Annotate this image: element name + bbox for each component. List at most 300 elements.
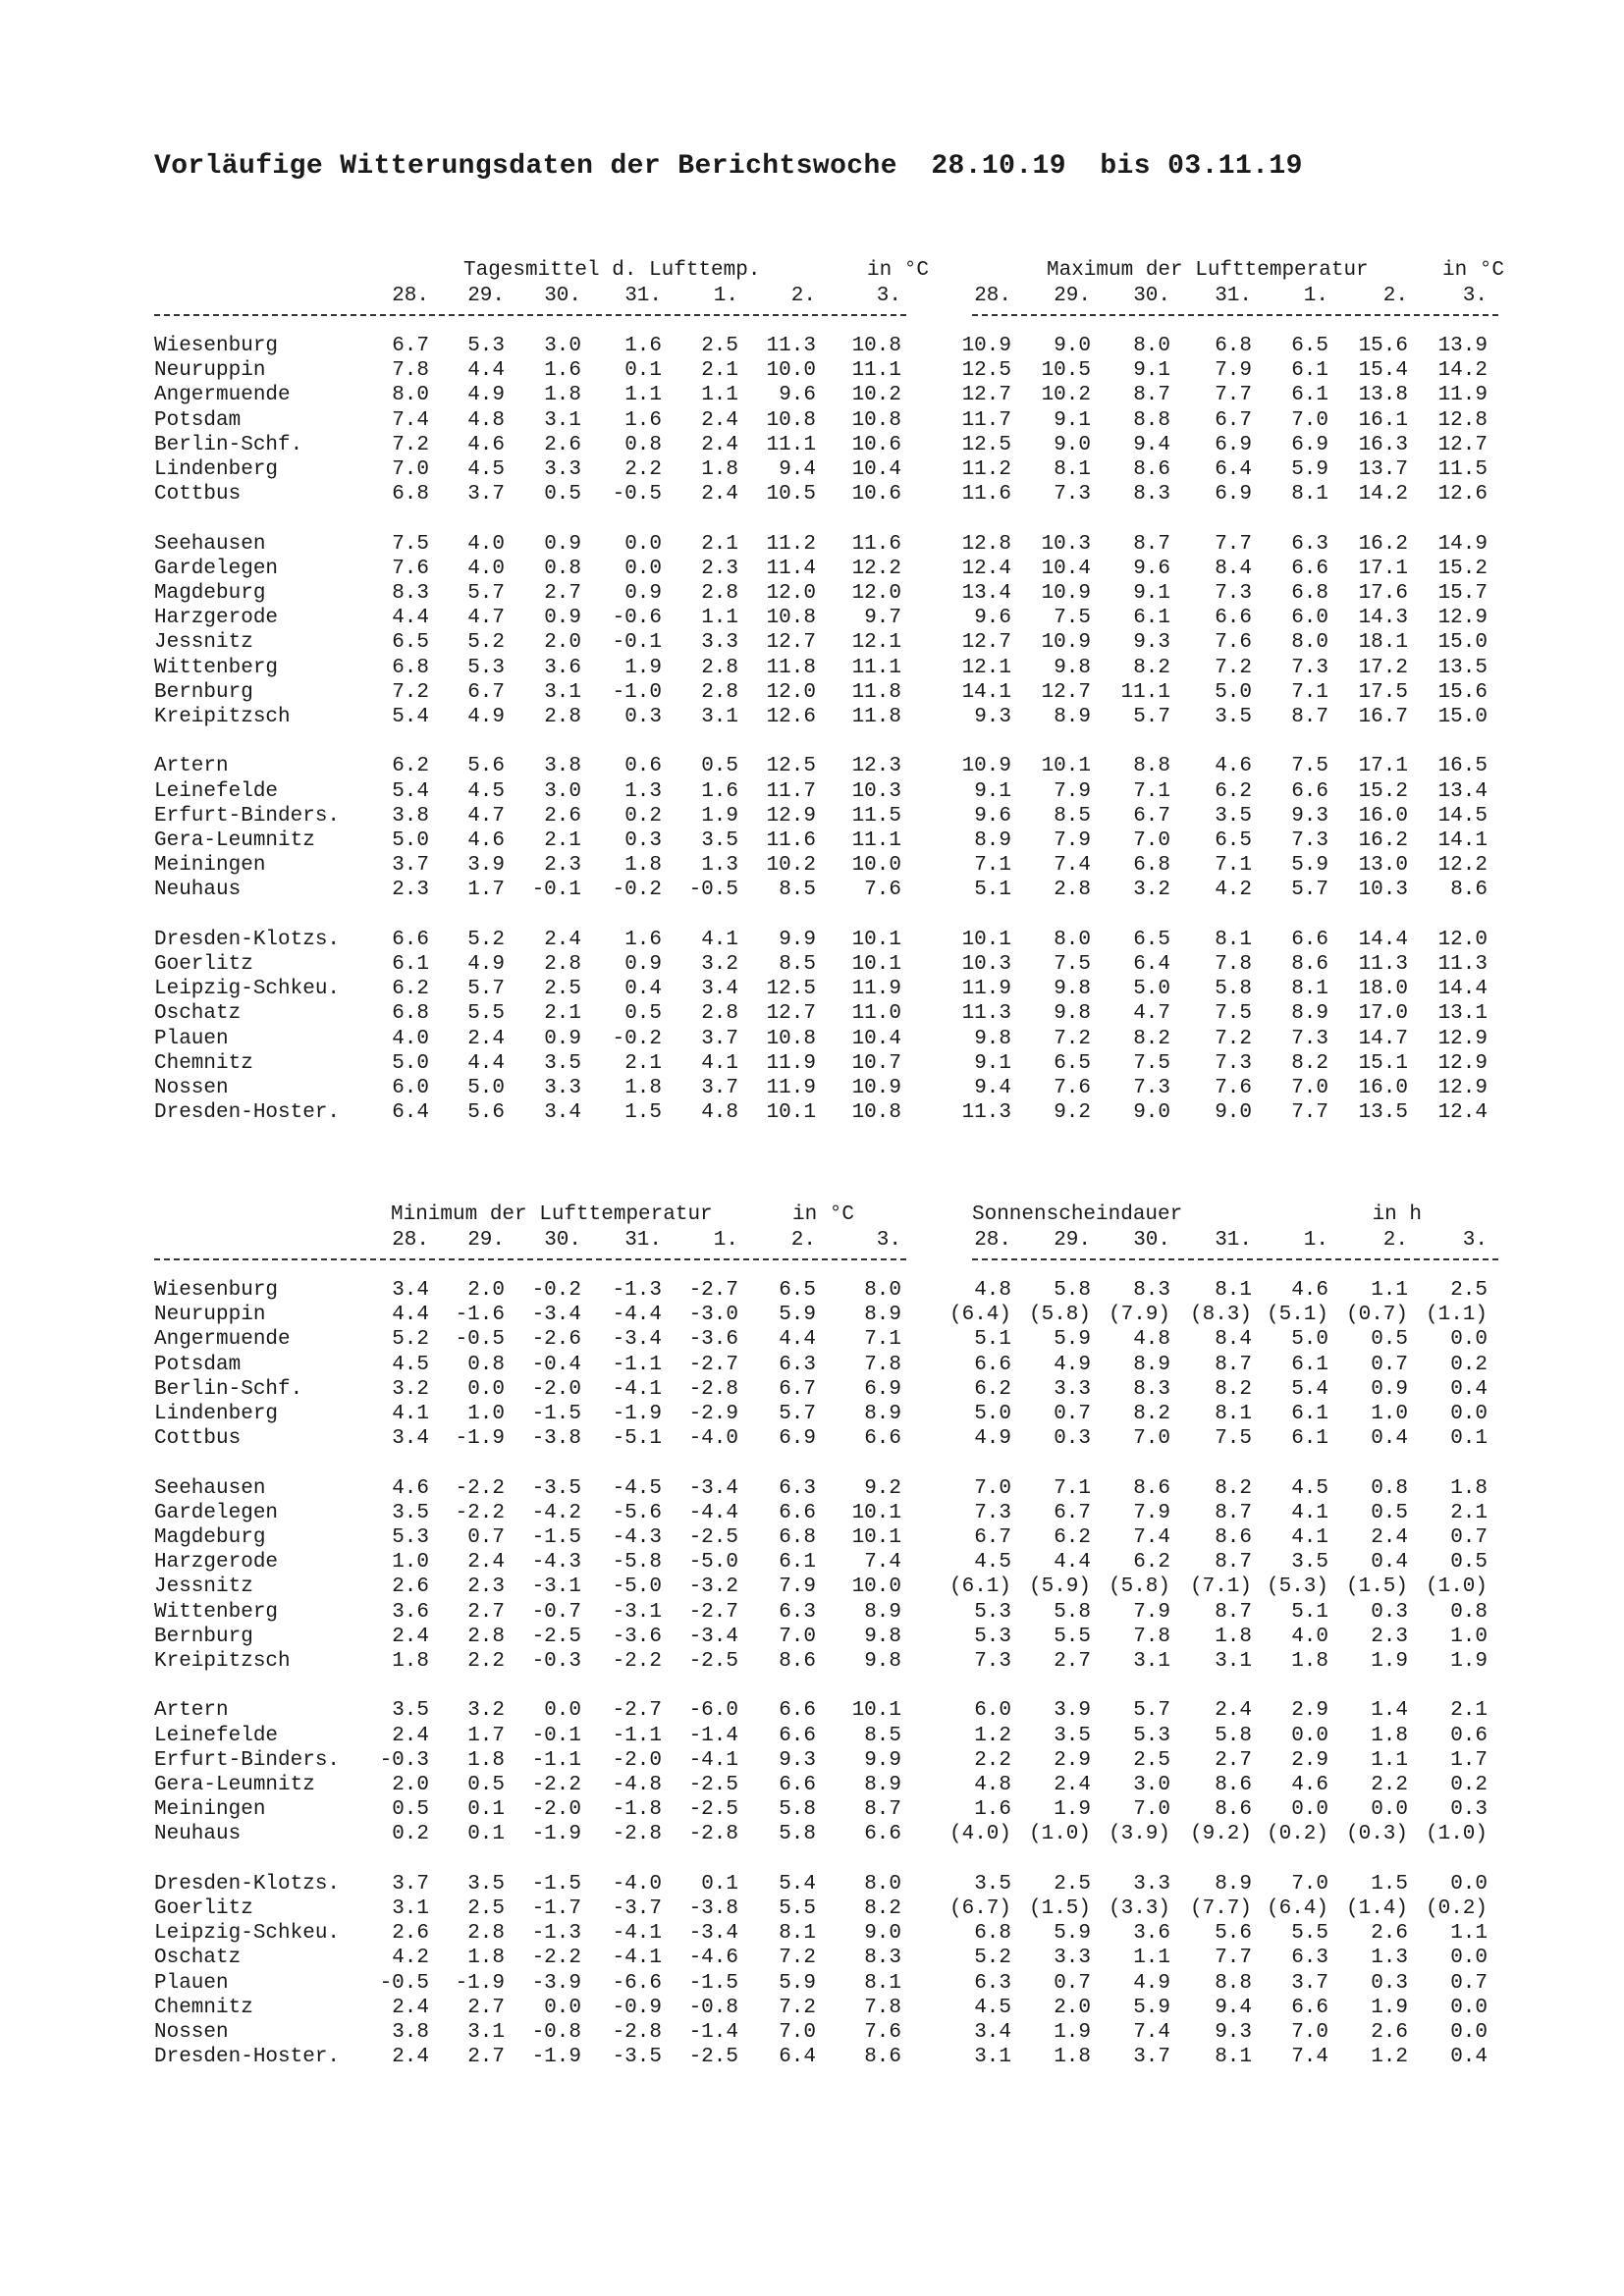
- maximum-value: 9.0: [1054, 433, 1091, 456]
- station-name-lower: Leinefelde: [154, 1724, 279, 1747]
- sonnenschein-value: 5.2: [974, 1947, 1011, 1970]
- minimum-value: -2.5: [531, 1625, 581, 1648]
- tagesmittel-value: 7.6: [864, 879, 901, 902]
- station-name: Wiesenburg: [154, 335, 279, 357]
- minimum-value: 6.6: [779, 1774, 816, 1796]
- tagesmittel-value: 4.6: [467, 433, 505, 456]
- station-name: Gera-Leumnitz: [154, 829, 315, 852]
- maximum-value: 9.6: [974, 804, 1011, 828]
- sonnenschein-value: (5.9): [1028, 1575, 1091, 1599]
- minimum-value: 3.5: [467, 1872, 505, 1896]
- sonnenschein-value: 8.3: [1133, 1279, 1170, 1302]
- maximum-value: 6.4: [1133, 953, 1170, 976]
- maximum-value: 6.0: [1291, 607, 1328, 630]
- sonnenschein-value: 9.3: [1215, 2021, 1252, 2044]
- tagesmittel-value: 8.5: [779, 879, 816, 902]
- maximum-value: 11.3: [1358, 953, 1408, 976]
- minimum-value: 2.5: [467, 1897, 505, 1920]
- maximum-value: 13.7: [1358, 458, 1408, 481]
- maximum-value: 14.2: [1358, 483, 1408, 507]
- sonnenschein-value: 3.1: [974, 2046, 1011, 2069]
- station-name: Leipzig-Schkeu.: [154, 978, 341, 1001]
- tagesmittel-value: 3.1: [544, 680, 581, 704]
- sonnenschein-value: 0.0: [1450, 1947, 1488, 1970]
- station-name: Magdeburg: [154, 582, 266, 605]
- tagesmittel-value: 2.3: [544, 854, 581, 878]
- maximum-value: 5.7: [1133, 706, 1170, 728]
- tagesmittel-value: 11.7: [766, 779, 816, 803]
- minimum-value: -4.2: [531, 1501, 581, 1524]
- sonnenschein-value: 4.5: [1291, 1476, 1328, 1500]
- sonnenschein-value: 1.0: [1371, 1403, 1408, 1425]
- station-name: Jessnitz: [154, 631, 253, 655]
- sonnenschein-value: (9.2): [1189, 1823, 1252, 1846]
- maximum-value: 12.5: [961, 359, 1011, 383]
- minimum-value: 9.9: [864, 1748, 901, 1772]
- tagesmittel-value: 2.8: [544, 706, 581, 728]
- tagesmittel-value: 12.7: [766, 631, 816, 655]
- maximum-value: 15.2: [1358, 779, 1408, 803]
- sonnenschein-value: 5.1: [974, 1328, 1011, 1352]
- maximum-value: 12.7: [1041, 680, 1091, 704]
- station-name-lower: Gardelegen: [154, 1501, 279, 1524]
- tagesmittel-value: 6.2: [392, 755, 429, 778]
- minimum-value: 7.2: [779, 1947, 816, 1970]
- maximum-value: 16.2: [1358, 829, 1408, 852]
- maximum-value: 5.9: [1291, 854, 1328, 878]
- maximum-value: 16.0: [1358, 1077, 1408, 1099]
- tagesmittel-value: 11.8: [766, 656, 816, 679]
- sonnenschein-value: 7.0: [1133, 1798, 1170, 1822]
- sonnenschein-value: 0.5: [1371, 1328, 1408, 1352]
- sonnenschein-value: 3.6: [1133, 1922, 1170, 1946]
- maximum-value: 16.5: [1437, 755, 1488, 778]
- minimum-value: 2.7: [467, 1600, 505, 1624]
- maximum-value: 17.0: [1358, 1002, 1408, 1026]
- minimum-value: 0.0: [467, 1377, 505, 1401]
- maximum-value: 8.9: [1054, 706, 1091, 728]
- tagesmittel-value: 2.1: [544, 1002, 581, 1026]
- tagesmittel-value: 4.8: [467, 408, 505, 432]
- minimum-value: 5.3: [392, 1526, 429, 1549]
- maximum-value: 17.2: [1358, 656, 1408, 679]
- tagesmittel-day-header: 1.: [713, 285, 738, 307]
- tagesmittel-value: 10.9: [851, 1077, 901, 1099]
- tagesmittel-value: 2.8: [544, 953, 581, 976]
- sonnenschein-value: 0.3: [1450, 1798, 1488, 1822]
- tagesmittel-value: 10.5: [766, 483, 816, 507]
- tagesmittel-value: 11.6: [851, 532, 901, 556]
- minimum-value: 5.5: [779, 1897, 816, 1920]
- sonnenschein-value: 0.4: [1450, 2046, 1488, 2069]
- maximum-value: 11.3: [961, 1002, 1011, 1026]
- tagesmittel-value: 4.1: [701, 1051, 738, 1075]
- maximum-value: 8.1: [1215, 928, 1252, 951]
- sonnenschein-value: 0.8: [1450, 1600, 1488, 1624]
- minimum-value: -2.8: [688, 1823, 738, 1846]
- maximum-value: 3.5: [1215, 706, 1252, 728]
- maximum-value: 7.7: [1291, 1101, 1328, 1125]
- maximum-value: 10.3: [961, 953, 1011, 976]
- sonnenschein-value: 0.5: [1450, 1551, 1488, 1575]
- minimum-value: -1.5: [531, 1526, 581, 1549]
- minimum-value: -2.5: [688, 1650, 738, 1673]
- minimum-value: -1.5: [688, 1971, 738, 1995]
- minimum-value: -6.0: [688, 1699, 738, 1723]
- maximum-value: 16.7: [1358, 706, 1408, 728]
- minimum-value: 0.1: [701, 1872, 738, 1896]
- maximum-value: 7.3: [1215, 1051, 1252, 1075]
- minimum-value: -4.4: [612, 1304, 662, 1327]
- minimum-value: -1.9: [531, 2046, 581, 2069]
- sonnenschein-value: 7.4: [1133, 2021, 1170, 2044]
- minimum-value: 6.6: [864, 1823, 901, 1846]
- sonnenschein-value: 5.3: [974, 1600, 1011, 1624]
- maximum-value: 8.0: [1054, 928, 1091, 951]
- minimum-value: -4.0: [612, 1872, 662, 1896]
- tagesmittel-value: 1.8: [544, 384, 581, 407]
- maximum-value: 7.5: [1291, 755, 1328, 778]
- maximum-value: 6.9: [1215, 483, 1252, 507]
- tagesmittel-value: 2.4: [467, 1027, 505, 1050]
- sonnenschein-value: 0.0: [1450, 1996, 1488, 2019]
- maximum-value: 7.3: [1133, 1077, 1170, 1099]
- tagesmittel-value: 5.5: [467, 1002, 505, 1026]
- maximum-value: 7.6: [1215, 631, 1252, 655]
- tagesmittel-value: 0.0: [624, 532, 662, 556]
- tagesmittel-value: 2.8: [701, 582, 738, 605]
- minimum-value: -3.1: [612, 1600, 662, 1624]
- sonnenschein-value: 1.7: [1450, 1748, 1488, 1772]
- sonnenschein-value: 0.7: [1054, 1403, 1091, 1425]
- maximum-value: 9.3: [1133, 631, 1170, 655]
- sonnenschein-value: 0.3: [1371, 1971, 1408, 1995]
- sonnenschein-value: 8.7: [1215, 1353, 1252, 1376]
- tagesmittel-value: 9.4: [779, 458, 816, 481]
- station-name: Neuruppin: [154, 359, 266, 383]
- sonnenschein-day-header: 3.: [1462, 1229, 1488, 1252]
- minimum-value: 8.9: [864, 1774, 901, 1796]
- minimum-value: -3.9: [531, 1971, 581, 1995]
- maximum-value: 12.9: [1437, 1077, 1488, 1099]
- sonnenschein-value: (5.1): [1266, 1304, 1328, 1327]
- tagesmittel-value: 3.8: [544, 755, 581, 778]
- sonnenschein-value: 0.0: [1450, 1328, 1488, 1352]
- station-name-lower: Dresden-Klotzs.: [154, 1872, 341, 1896]
- sonnenschein-value: 7.3: [974, 1650, 1011, 1673]
- maximum-value: 12.4: [1437, 1101, 1488, 1125]
- tagesmittel-value: 0.9: [544, 1027, 581, 1050]
- station-name-lower: Harzgerode: [154, 1551, 279, 1575]
- minimum-value: -4.1: [688, 1748, 738, 1772]
- sonnenschein-value: 0.7: [1450, 1971, 1488, 1995]
- tagesmittel-value: 5.0: [392, 829, 429, 852]
- minimum-value: 6.5: [779, 1279, 816, 1302]
- sonnenschein-value: (6.1): [948, 1575, 1011, 1599]
- maximum-day-header: 1.: [1303, 285, 1328, 307]
- sonnenschein-value: 5.1: [1291, 1600, 1328, 1624]
- maximum-value: 8.0: [1291, 631, 1328, 655]
- minimum-value: -1.1: [612, 1353, 662, 1376]
- sonnenschein-value: 6.6: [1291, 1996, 1328, 2019]
- tagesmittel-value: 7.8: [392, 359, 429, 383]
- minimum-value: 2.4: [392, 2046, 429, 2069]
- sonnenschein-value: 7.0: [1291, 1872, 1328, 1896]
- sonnenschein-value: 2.7: [1054, 1650, 1091, 1673]
- maximum-value: 12.6: [1437, 483, 1488, 507]
- maximum-value: 14.2: [1437, 359, 1488, 383]
- sonnenschein-value: 2.1: [1450, 1699, 1488, 1723]
- tagesmittel-value: 0.0: [624, 557, 662, 580]
- tagesmittel-value: 10.3: [851, 779, 901, 803]
- tagesmittel-value: 11.9: [766, 1077, 816, 1099]
- sonnenschein-value: 2.5: [1054, 1872, 1091, 1896]
- tagesmittel-value: 3.3: [701, 631, 738, 655]
- minimum-value: -2.5: [688, 1798, 738, 1822]
- maximum-value: 9.8: [1054, 656, 1091, 679]
- sonnenschein-value: 6.6: [974, 1353, 1011, 1376]
- tagesmittel-value: 5.6: [467, 1101, 505, 1125]
- minimum-value: 1.8: [467, 1947, 505, 1970]
- maximum-value: 6.5: [1133, 928, 1170, 951]
- maximum-value: 8.6: [1450, 879, 1488, 902]
- tagesmittel-value: 4.0: [467, 557, 505, 580]
- tagesmittel-value: 5.6: [467, 755, 505, 778]
- maximum-value: 8.6: [1291, 953, 1328, 976]
- tagesmittel-value: 4.4: [467, 1051, 505, 1075]
- minimum-value: -3.4: [531, 1304, 581, 1327]
- sonnenschein-day-header: 1.: [1303, 1229, 1328, 1252]
- maximum-value: 6.8: [1291, 582, 1328, 605]
- maximum-value: 5.7: [1291, 879, 1328, 902]
- maximum-value: 6.8: [1215, 335, 1252, 357]
- minimum-value: 0.0: [544, 1996, 581, 2019]
- maximum-value: 15.4: [1358, 359, 1408, 383]
- tagesmittel-value: 1.6: [624, 335, 662, 357]
- maximum-value: 8.9: [1291, 1002, 1328, 1026]
- maximum-value: 15.0: [1437, 706, 1488, 728]
- maximum-value: 5.0: [1215, 680, 1252, 704]
- maximum-value: 11.6: [961, 483, 1011, 507]
- minimum-value: -1.5: [531, 1872, 581, 1896]
- maximum-value: 10.3: [1041, 532, 1091, 556]
- tagesmittel-day-header: 30.: [544, 285, 581, 307]
- tagesmittel-value: 6.8: [392, 656, 429, 679]
- maximum-value: 4.2: [1215, 879, 1252, 902]
- station-name-lower: Chemnitz: [154, 1996, 253, 2019]
- maximum-divider: [972, 314, 1498, 316]
- maximum-value: 12.8: [961, 532, 1011, 556]
- minimum-value: 0.2: [392, 1823, 429, 1846]
- station-name-lower: Bernburg: [154, 1625, 253, 1648]
- station-name-lower: Nossen: [154, 2021, 229, 2044]
- tagesmittel-value: 4.8: [701, 1101, 738, 1125]
- tagesmittel-value: 3.4: [701, 978, 738, 1001]
- tagesmittel-value: 10.8: [851, 408, 901, 432]
- minimum-value: -1.6: [455, 1304, 505, 1327]
- minimum-value: -5.6: [612, 1501, 662, 1524]
- sonnenschein-value: 5.9: [1133, 1996, 1170, 2019]
- tagesmittel-title: Tagesmittel d. Lufttemp.: [463, 259, 761, 282]
- tagesmittel-value: 3.3: [544, 458, 581, 481]
- maximum-value: 8.2: [1133, 1027, 1170, 1050]
- sonnenschein-value: 5.7: [1133, 1699, 1170, 1723]
- maximum-value: 7.3: [1291, 829, 1328, 852]
- maximum-value: 10.9: [961, 335, 1011, 357]
- sonnenschein-value: 5.3: [1133, 1724, 1170, 1747]
- minimum-value: -4.6: [688, 1947, 738, 1970]
- maximum-value: 7.4: [1054, 854, 1091, 878]
- minimum-value: 3.1: [467, 2021, 505, 2044]
- minimum-value: -2.0: [531, 1377, 581, 1401]
- maximum-value: 7.9: [1215, 359, 1252, 383]
- maximum-day-header: 30.: [1133, 285, 1170, 307]
- maximum-value: 10.1: [1041, 755, 1091, 778]
- maximum-value: 13.8: [1358, 384, 1408, 407]
- tagesmittel-value: 5.0: [392, 1051, 429, 1075]
- sonnenschein-value: 4.9: [1054, 1353, 1091, 1376]
- minimum-value: 3.1: [392, 1897, 429, 1920]
- tagesmittel-unit: in °C: [866, 259, 929, 282]
- tagesmittel-value: 6.6: [392, 928, 429, 951]
- sonnenschein-value: 2.9: [1291, 1748, 1328, 1772]
- tagesmittel-value: 10.0: [766, 359, 816, 383]
- maximum-value: 9.1: [974, 1051, 1011, 1075]
- station-name-lower: Plauen: [154, 1971, 229, 1995]
- station-name: Chemnitz: [154, 1051, 253, 1075]
- minimum-value: -5.0: [612, 1575, 662, 1599]
- maximum-value: 7.9: [1054, 829, 1091, 852]
- tagesmittel-value: 2.1: [544, 829, 581, 852]
- maximum-value: 3.5: [1215, 804, 1252, 828]
- minimum-value: -2.8: [612, 1823, 662, 1846]
- tagesmittel-value: 10.6: [851, 433, 901, 456]
- tagesmittel-value: 11.6: [766, 829, 816, 852]
- maximum-value: 7.3: [1215, 582, 1252, 605]
- sonnenschein-value: 8.7: [1215, 1600, 1252, 1624]
- tagesmittel-value: 1.1: [701, 607, 738, 630]
- minimum-value: -3.6: [688, 1328, 738, 1352]
- tagesmittel-value: 2.3: [392, 879, 429, 902]
- tagesmittel-value: 10.0: [851, 854, 901, 878]
- minimum-value: -2.5: [688, 2046, 738, 2069]
- maximum-value: 12.8: [1437, 408, 1488, 432]
- tagesmittel-value: 10.1: [851, 953, 901, 976]
- sonnenschein-value: 6.1: [1291, 1353, 1328, 1376]
- sonnenschein-value: (1.0): [1028, 1823, 1091, 1846]
- tagesmittel-value: 10.7: [851, 1051, 901, 1075]
- tagesmittel-value: 1.9: [701, 804, 738, 828]
- tagesmittel-value: 1.8: [624, 854, 662, 878]
- maximum-value: 12.9: [1437, 1051, 1488, 1075]
- tagesmittel-value: 3.7: [392, 854, 429, 878]
- minimum-value: 7.4: [864, 1551, 901, 1575]
- minimum-value: 8.6: [864, 2046, 901, 2069]
- maximum-value: 18.1: [1358, 631, 1408, 655]
- station-name: Erfurt-Binders.: [154, 804, 341, 828]
- minimum-value: -3.5: [612, 2046, 662, 2069]
- sonnenschein-value: 7.0: [1291, 2021, 1328, 2044]
- minimum-value: -0.9: [612, 1996, 662, 2019]
- sonnenschein-value: 1.1: [1133, 1947, 1170, 1970]
- minimum-value: -3.5: [531, 1476, 581, 1500]
- sonnenschein-value: 1.6: [974, 1798, 1011, 1822]
- tagesmittel-value: 8.3: [392, 582, 429, 605]
- minimum-value: 9.8: [864, 1625, 901, 1648]
- maximum-value: 7.8: [1215, 953, 1252, 976]
- minimum-value: 3.8: [392, 2021, 429, 2044]
- maximum-value: 9.2: [1054, 1101, 1091, 1125]
- tagesmittel-value: 3.5: [701, 829, 738, 852]
- tagesmittel-value: 1.8: [701, 458, 738, 481]
- maximum-value: 12.1: [961, 656, 1011, 679]
- sonnenschein-value: 2.2: [974, 1748, 1011, 1772]
- maximum-value: 14.4: [1437, 978, 1488, 1001]
- sonnenschein-value: 5.3: [974, 1625, 1011, 1648]
- station-name-lower: Neuhaus: [154, 1823, 242, 1846]
- tagesmittel-value: 12.1: [851, 631, 901, 655]
- station-name: Artern: [154, 755, 229, 778]
- station-name-lower: Leipzig-Schkeu.: [154, 1922, 341, 1946]
- tagesmittel-value: 7.4: [392, 408, 429, 432]
- sonnenschein-value: 4.1: [1291, 1501, 1328, 1524]
- maximum-value: 7.5: [1054, 607, 1091, 630]
- minimum-value: 8.0: [864, 1279, 901, 1302]
- tagesmittel-value: 2.8: [701, 656, 738, 679]
- maximum-value: 7.7: [1215, 384, 1252, 407]
- tagesmittel-value: 0.9: [624, 582, 662, 605]
- sonnenschein-day-header: 29.: [1054, 1229, 1091, 1252]
- minimum-value: -0.2: [531, 1279, 581, 1302]
- maximum-value: 6.3: [1291, 532, 1328, 556]
- minimum-value: -2.7: [688, 1600, 738, 1624]
- tagesmittel-value: 2.4: [701, 483, 738, 507]
- minimum-value: 6.3: [779, 1353, 816, 1376]
- minimum-value: 2.8: [467, 1625, 505, 1648]
- maximum-value: 7.1: [974, 854, 1011, 878]
- maximum-value: 8.7: [1133, 532, 1170, 556]
- tagesmittel-value: 5.4: [392, 779, 429, 803]
- sonnenschein-value: 7.8: [1133, 1625, 1170, 1648]
- minimum-value: 8.9: [864, 1403, 901, 1425]
- tagesmittel-value: 2.1: [701, 359, 738, 383]
- minimum-value: -2.7: [688, 1279, 738, 1302]
- tagesmittel-value: 3.4: [544, 1101, 581, 1125]
- sonnenschein-value: 1.1: [1371, 1279, 1408, 1302]
- minimum-value: 6.6: [779, 1724, 816, 1747]
- minimum-value: 8.9: [864, 1304, 901, 1327]
- sonnenschein-value: 1.9: [1450, 1650, 1488, 1673]
- tagesmittel-value: 12.7: [766, 1002, 816, 1026]
- sonnenschein-value: 5.8: [1054, 1600, 1091, 1624]
- maximum-value: 7.0: [1291, 1077, 1328, 1099]
- sonnenschein-value: 0.0: [1450, 2021, 1488, 2044]
- tagesmittel-value: 0.8: [544, 557, 581, 580]
- tagesmittel-value: 4.7: [467, 607, 505, 630]
- maximum-value: 8.3: [1133, 483, 1170, 507]
- sonnenschein-value: 1.8: [1450, 1476, 1488, 1500]
- tagesmittel-value: 9.6: [779, 384, 816, 407]
- minimum-value: -3.4: [688, 1625, 738, 1648]
- tagesmittel-value: 2.4: [544, 928, 581, 951]
- tagesmittel-value: 5.2: [467, 631, 505, 655]
- maximum-value: 9.1: [1054, 408, 1091, 432]
- maximum-value: 8.0: [1133, 335, 1170, 357]
- tagesmittel-value: 6.5: [392, 631, 429, 655]
- minimum-value: -3.7: [612, 1897, 662, 1920]
- minimum-value: 4.6: [392, 1476, 429, 1500]
- sonnenschein-value: 5.0: [1291, 1328, 1328, 1352]
